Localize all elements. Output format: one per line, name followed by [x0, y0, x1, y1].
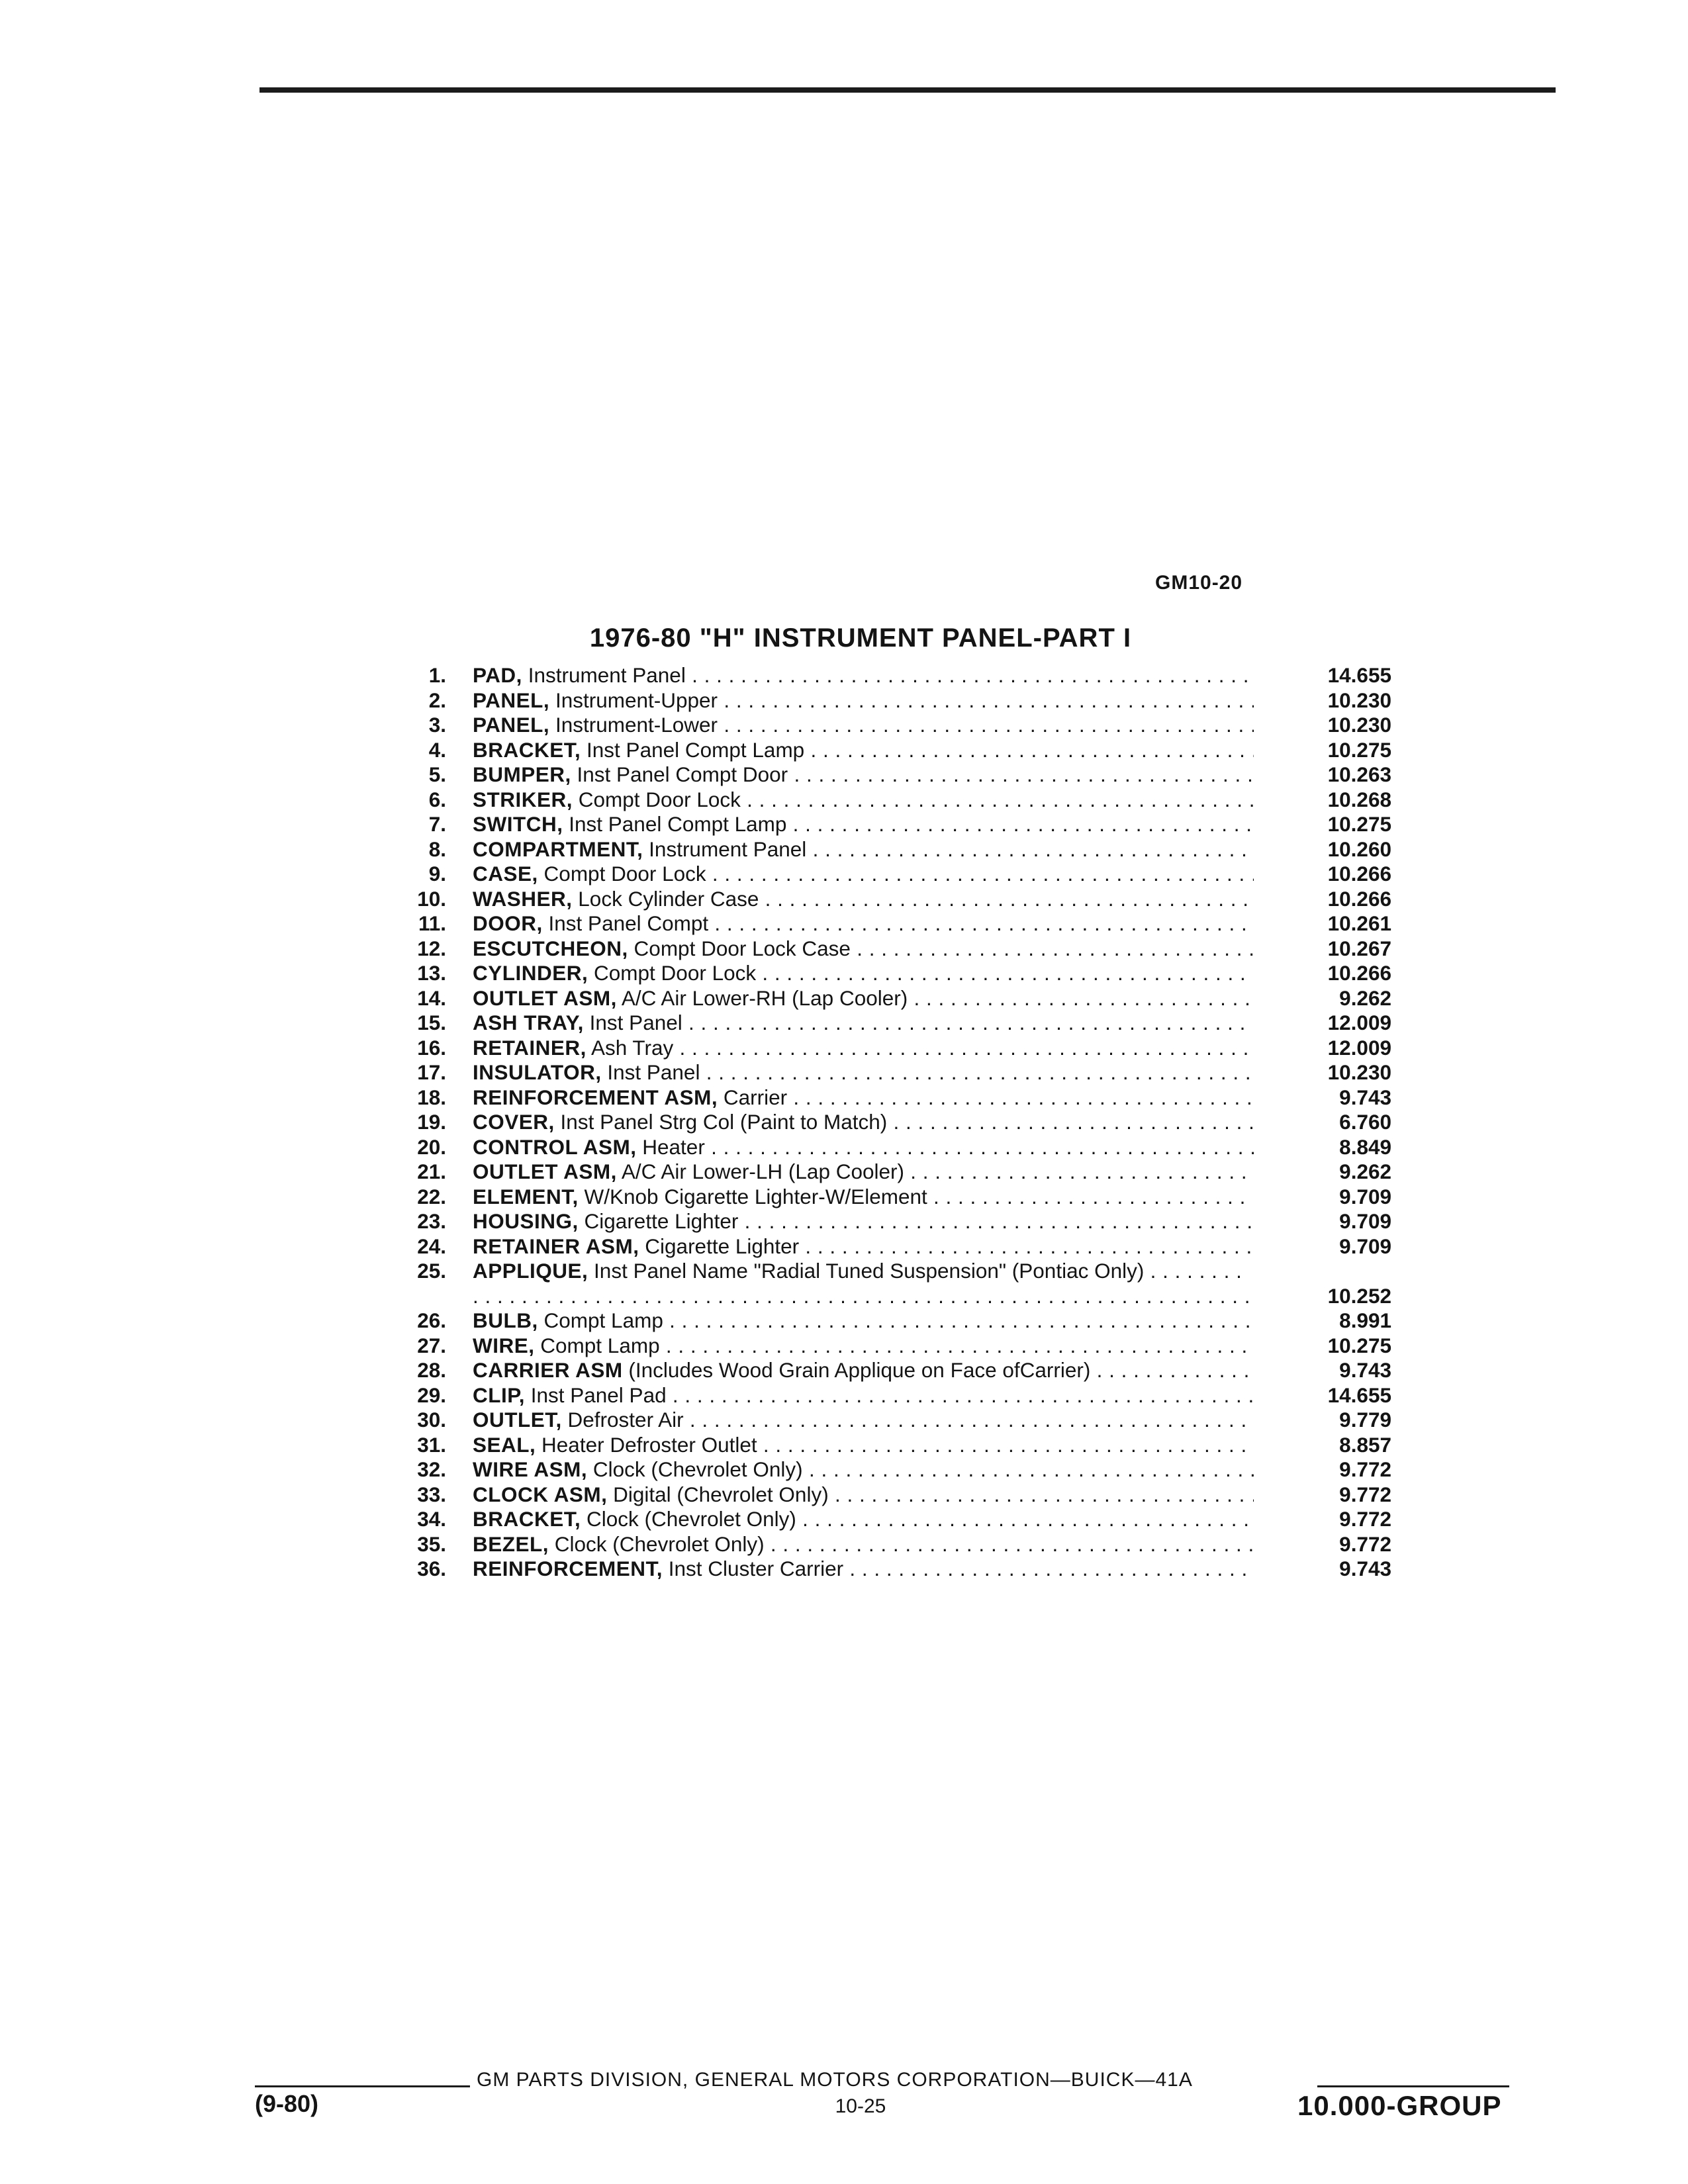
- group-number: 9.743: [1339, 1085, 1391, 1109]
- part-row: [384, 887, 1397, 912]
- part-description: [473, 911, 1254, 936]
- part-description: [473, 1358, 1254, 1383]
- part-name: COVER,: [473, 1110, 555, 1134]
- part-detail: Instrument Panel: [528, 663, 686, 687]
- part-row: [384, 1408, 1397, 1433]
- part-number: 24.: [417, 1234, 446, 1258]
- part-number: 20.: [417, 1134, 446, 1159]
- part-detail: Inst Panel Compt Door: [577, 762, 788, 786]
- part-row: [384, 1209, 1397, 1234]
- date-code: (9-80): [255, 2090, 319, 2117]
- part-detail: Ash Tray: [590, 1035, 674, 1060]
- part-row: [384, 1259, 1397, 1308]
- group-number: 10.230: [1327, 1060, 1391, 1084]
- part-number: 8.: [428, 837, 446, 861]
- part-description: [473, 1433, 1254, 1458]
- page-title: 1976-80 "H" INSTRUMENT PANEL-PART I: [589, 623, 1132, 653]
- page-code: GM10-20: [1155, 572, 1243, 594]
- part-description: [473, 862, 1254, 887]
- part-number: 29.: [417, 1383, 446, 1407]
- part-description: [473, 1036, 1254, 1061]
- part-row: [384, 1507, 1397, 1532]
- part-number: 30.: [417, 1408, 446, 1432]
- parts-list: [384, 663, 1397, 1582]
- part-detail: Inst Panel: [607, 1060, 700, 1084]
- part-name: INSULATOR,: [473, 1060, 602, 1084]
- group-number: 9.709: [1339, 1184, 1391, 1208]
- part-row: [384, 1135, 1397, 1160]
- group-number: 8.991: [1339, 1308, 1391, 1332]
- part-description: [473, 688, 1254, 713]
- part-number: 11.: [418, 911, 446, 935]
- part-name: BULB,: [473, 1308, 538, 1332]
- part-row: [384, 1036, 1397, 1061]
- part-name: PANEL,: [473, 688, 550, 712]
- part-name: OUTLET ASM,: [473, 985, 617, 1010]
- part-description: [473, 961, 1254, 986]
- part-description: [473, 887, 1254, 912]
- part-number: 7.: [428, 812, 446, 836]
- group-number: 12.009: [1327, 1011, 1391, 1034]
- part-detail: Inst Panel Compt Lamp: [586, 737, 805, 762]
- part-detail: Clock (Chevrolet Only): [554, 1531, 765, 1556]
- part-row: [384, 1383, 1397, 1408]
- part-number: 13.: [417, 961, 446, 985]
- part-row: [384, 1482, 1397, 1508]
- part-description: [473, 812, 1254, 837]
- part-description: [473, 663, 1254, 688]
- part-description: [473, 1060, 1254, 1085]
- part-number: 25.: [417, 1259, 446, 1283]
- part-name: BRACKET,: [473, 1507, 581, 1531]
- footer-rule-right: [1317, 2085, 1509, 2087]
- group-number: 10.266: [1327, 886, 1391, 911]
- part-number: 26.: [417, 1308, 446, 1332]
- part-detail: Instrument-Lower: [555, 713, 718, 737]
- part-name: HOUSING,: [473, 1209, 579, 1233]
- part-description: [473, 1457, 1254, 1482]
- group-number: 9.779: [1339, 1408, 1391, 1432]
- group-number: 9.772: [1339, 1457, 1391, 1481]
- group-number: 9.772: [1339, 1482, 1391, 1506]
- part-detail: Instrument-Upper: [555, 688, 718, 712]
- group-number: 10.267: [1327, 936, 1391, 960]
- part-number: 33.: [417, 1482, 446, 1506]
- part-name: OUTLET ASM,: [473, 1160, 617, 1183]
- group-number: 8.849: [1339, 1134, 1391, 1159]
- group-number: 10.268: [1327, 787, 1391, 811]
- group-number: 9.743: [1339, 1557, 1391, 1580]
- part-row: [384, 1085, 1397, 1111]
- footer-rule-left: [255, 2085, 470, 2087]
- group-number: 10.260: [1327, 837, 1391, 861]
- part-name: WIRE ASM,: [473, 1457, 588, 1481]
- part-detail: Inst Panel Strg Col (Paint to Match): [560, 1110, 888, 1134]
- part-number: 15.: [417, 1011, 446, 1034]
- part-detail: Cigarette Lighter: [645, 1234, 800, 1258]
- group-number: 6.760: [1339, 1110, 1391, 1134]
- part-number: 35.: [417, 1531, 446, 1556]
- group-number: 9.709: [1339, 1209, 1391, 1233]
- part-name: CLIP,: [473, 1383, 525, 1407]
- part-number: 4.: [428, 737, 446, 762]
- part-detail: Inst Panel Pad: [530, 1383, 667, 1407]
- group-number: 9.772: [1339, 1531, 1391, 1556]
- part-description: [473, 1334, 1254, 1359]
- part-row: [384, 713, 1397, 738]
- group-number: 9.262: [1339, 985, 1391, 1010]
- part-number: 16.: [417, 1035, 446, 1060]
- part-description: [473, 1507, 1254, 1532]
- group-number: 10.230: [1327, 713, 1391, 737]
- part-detail: A/C Air Lower-LH (Lap Cooler): [621, 1160, 905, 1183]
- part-description: [473, 1383, 1254, 1408]
- part-description: [473, 1532, 1254, 1557]
- group-number: 10.275: [1327, 1333, 1391, 1357]
- part-detail: (Includes Wood Grain Applique on Face ofCarrier): [628, 1358, 1091, 1382]
- part-number: 23.: [417, 1209, 446, 1233]
- part-description: [473, 1308, 1254, 1334]
- part-row: [384, 862, 1397, 887]
- part-description: [473, 1408, 1254, 1433]
- part-row: [384, 1358, 1397, 1383]
- part-row: [384, 788, 1397, 813]
- part-row: [384, 1060, 1397, 1085]
- part-description: [473, 1234, 1254, 1259]
- group-label: 10.000-GROUP: [1297, 2090, 1502, 2121]
- part-number: 19.: [417, 1110, 446, 1134]
- part-name: DOOR,: [473, 911, 543, 935]
- part-row: [384, 1433, 1397, 1458]
- part-row: [384, 688, 1397, 713]
- part-name: ELEMENT,: [473, 1184, 579, 1208]
- part-number: 17.: [417, 1060, 446, 1084]
- part-row: [384, 1557, 1397, 1582]
- part-description: [473, 837, 1254, 862]
- part-detail: Heater: [642, 1134, 705, 1159]
- part-description: [473, 986, 1254, 1011]
- part-description: [473, 1160, 1254, 1185]
- part-description: [473, 1557, 1254, 1582]
- part-number: 27.: [417, 1333, 446, 1357]
- part-detail: Inst Panel Compt: [548, 911, 709, 935]
- part-detail: Compt Door Lock: [543, 862, 706, 886]
- group-number: 10.261: [1327, 911, 1391, 935]
- part-number: 34.: [417, 1507, 446, 1531]
- part-detail: Lock Cylinder Case: [578, 886, 759, 911]
- group-number: 10.266: [1327, 961, 1391, 985]
- part-row: [384, 1234, 1397, 1259]
- part-description: [473, 1185, 1254, 1210]
- group-number: 14.655: [1327, 663, 1391, 687]
- part-number: 18.: [417, 1085, 446, 1109]
- part-number: 9.: [428, 862, 446, 886]
- part-detail: W/Knob Cigarette Lighter-W/Element: [584, 1184, 927, 1208]
- part-row: [384, 738, 1397, 763]
- part-name: CLOCK ASM,: [473, 1482, 608, 1506]
- part-row: [384, 1532, 1397, 1557]
- part-detail: Heater Defroster Outlet: [541, 1432, 757, 1457]
- footer-publisher: GM PARTS DIVISION, GENERAL MOTORS CORPORATION—BUICK—41A: [477, 2069, 1193, 2091]
- part-description: [473, 762, 1254, 788]
- part-number: 12.: [417, 936, 446, 960]
- part-name: ASH TRAY,: [473, 1011, 584, 1034]
- part-description: [473, 1259, 1254, 1308]
- part-row: [384, 1110, 1397, 1135]
- part-description: [473, 1209, 1254, 1234]
- part-description: [473, 713, 1254, 738]
- group-number: 10.230: [1327, 688, 1391, 712]
- group-number: 10.275: [1327, 812, 1391, 836]
- part-name: WASHER,: [473, 886, 573, 911]
- part-row: [384, 1334, 1397, 1359]
- group-number: 9.772: [1339, 1507, 1391, 1531]
- part-number: 22.: [417, 1184, 446, 1208]
- part-description: [473, 1135, 1254, 1160]
- part-name: CARRIER ASM: [473, 1358, 623, 1382]
- part-name: WIRE,: [473, 1333, 535, 1357]
- group-number: 9.743: [1339, 1358, 1391, 1382]
- part-description: [473, 936, 1254, 962]
- part-number: 28.: [417, 1358, 446, 1382]
- part-description: [473, 1085, 1254, 1111]
- part-detail: Cigarette Lighter: [584, 1209, 739, 1233]
- part-detail: Clock (Chevrolet Only): [586, 1507, 796, 1531]
- part-description: [473, 1011, 1254, 1036]
- part-name: RETAINER,: [473, 1035, 586, 1060]
- part-row: [384, 936, 1397, 962]
- part-row: [384, 911, 1397, 936]
- part-number: 6.: [428, 787, 446, 811]
- part-number: 1.: [428, 663, 446, 687]
- part-name: SEAL,: [473, 1432, 536, 1457]
- group-number: 12.009: [1327, 1035, 1391, 1060]
- part-detail: Carrier: [723, 1085, 788, 1109]
- part-number: 3.: [428, 713, 446, 737]
- part-detail: Compt Lamp: [543, 1308, 663, 1332]
- group-number: 9.262: [1339, 1160, 1391, 1183]
- part-detail: Instrument Panel: [649, 837, 807, 861]
- group-number: 10.263: [1327, 762, 1391, 786]
- group-number: 9.709: [1339, 1234, 1391, 1258]
- part-name: BRACKET,: [473, 737, 581, 762]
- part-name: STRIKER,: [473, 787, 573, 811]
- part-name: COMPARTMENT,: [473, 837, 643, 861]
- part-detail: Compt Door Lock Case: [633, 936, 851, 960]
- part-name: REINFORCEMENT,: [473, 1557, 663, 1580]
- part-name: ESCUTCHEON,: [473, 936, 628, 960]
- part-name: RETAINER ASM,: [473, 1234, 639, 1258]
- part-row: [384, 1308, 1397, 1334]
- part-number: 14.: [417, 985, 446, 1010]
- part-number: 5.: [428, 762, 446, 786]
- part-name: CONTROL ASM,: [473, 1134, 637, 1159]
- part-detail: Inst Panel Name "Radial Tuned Suspension" (Pontiac Only): [594, 1259, 1145, 1283]
- part-name: SWITCH,: [473, 812, 563, 836]
- part-number: 31.: [417, 1432, 446, 1457]
- part-row: [384, 837, 1397, 862]
- part-name: CASE,: [473, 862, 538, 886]
- part-detail: A/C Air Lower-RH (Lap Cooler): [621, 985, 908, 1010]
- group-number: 10.266: [1327, 862, 1391, 886]
- part-detail: Digital (Chevrolet Only): [613, 1482, 829, 1506]
- top-rule: [259, 87, 1556, 93]
- part-description: [473, 1110, 1254, 1135]
- part-row: [384, 1457, 1397, 1482]
- part-row: [384, 961, 1397, 986]
- part-number: 2.: [428, 688, 446, 712]
- part-detail: Inst Panel: [589, 1011, 682, 1034]
- part-row: [384, 1011, 1397, 1036]
- group-number: 8.857: [1339, 1432, 1391, 1457]
- part-description: [473, 788, 1254, 813]
- part-name: OUTLET,: [473, 1408, 562, 1432]
- part-row: [384, 663, 1397, 688]
- part-name: APPLIQUE,: [473, 1259, 588, 1283]
- part-detail: Compt Door Lock: [578, 787, 741, 811]
- part-row: [384, 986, 1397, 1011]
- part-number: 10.: [417, 886, 446, 911]
- part-detail: Compt Door Lock: [594, 961, 757, 985]
- part-name: PAD,: [473, 663, 522, 687]
- part-name: BUMPER,: [473, 762, 571, 786]
- part-detail: Clock (Chevrolet Only): [592, 1457, 803, 1481]
- part-number: 21.: [417, 1160, 446, 1183]
- part-number: 36.: [417, 1557, 446, 1580]
- group-number: 10.252: [1327, 1283, 1391, 1308]
- part-name: REINFORCEMENT ASM,: [473, 1085, 718, 1109]
- part-row: [384, 1160, 1397, 1185]
- part-name: PANEL,: [473, 713, 550, 737]
- group-number: 10.275: [1327, 737, 1391, 762]
- part-name: BEZEL,: [473, 1531, 549, 1556]
- page-number: 10-25: [835, 2095, 886, 2117]
- part-name: CYLINDER,: [473, 961, 588, 985]
- part-detail: Inst Cluster Carrier: [668, 1557, 844, 1580]
- part-description: [473, 1482, 1254, 1508]
- part-row: [384, 812, 1397, 837]
- part-number: 32.: [417, 1457, 446, 1481]
- part-detail: Compt Lamp: [540, 1333, 660, 1357]
- part-detail: Defroster Air: [567, 1408, 684, 1432]
- part-description: [473, 738, 1254, 763]
- part-row: [384, 1185, 1397, 1210]
- part-row: [384, 762, 1397, 788]
- part-detail: Inst Panel Compt Lamp: [569, 812, 787, 836]
- group-number: 14.655: [1327, 1383, 1391, 1407]
